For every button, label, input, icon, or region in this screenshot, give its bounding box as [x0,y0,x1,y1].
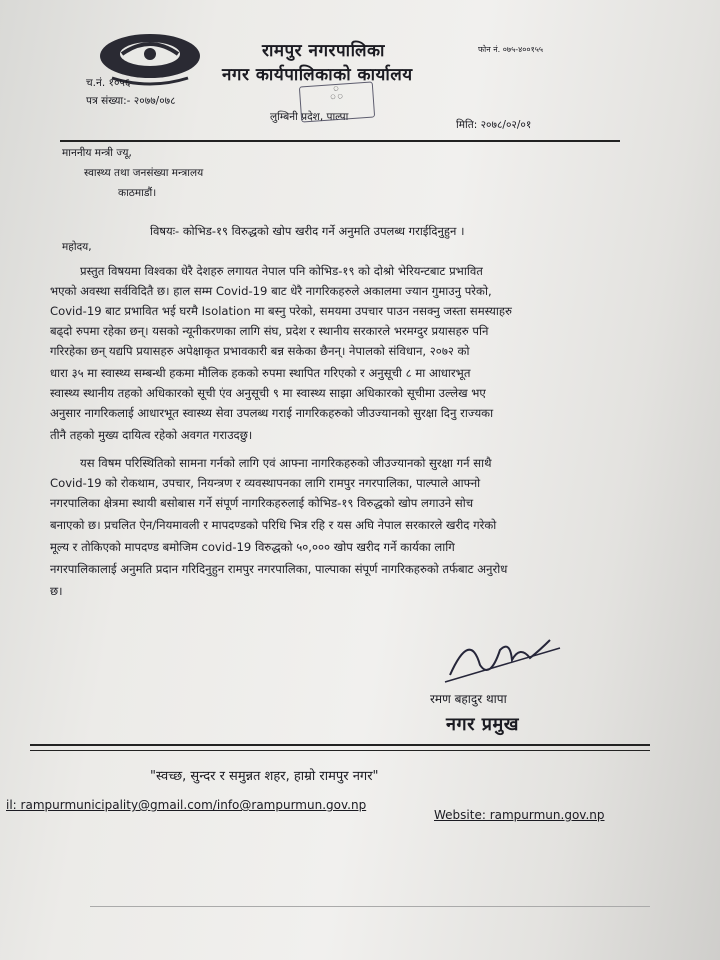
letter-reference-number: पत्र संख्या:- २०७७/०७८ [86,95,176,107]
paragraph-line: Covid-19 बाट प्रभावित भई घरमै Isolation मा बस्नु परेको, समयमा उपचार पाउन नसक्नु जस्ता समस्याहरु [50,304,512,318]
paragraph-line: मूल्य र तोकिएको मापदण्ड बमोजिम covid-19 विरुद्धको ५०,००० खोप खरीद गर्ने कार्यका लागि [50,540,455,554]
paragraph-line: गरिरहेका छन् यद्यपि प्रयासहरु अपेक्षाकृत प्रभावकारी बन्न सकेका छैनन्। नेपालको संविधान, २०७२ को [50,344,470,358]
office-stamp: ○ ○ ○ [299,81,375,122]
paragraph-line: बनाएको छ। प्रचलित ऐन/नियमावली र मापदण्डको परिधि भित्र रहि र यस अघि नेपाल सरकारले खरीद गरेको [50,518,497,532]
page-bottom-line [90,906,650,907]
paragraph-line: धारा ३५ मा स्वास्थ्य सम्बन्धी हकमा मौलिक हकको रुपमा स्थापित गरिएको र अनुसूची ८ मा आधारभूत [50,366,471,380]
footer-website: Website: rampurmun.gov.np [434,808,605,822]
office-name: नगर कार्यपालिकाको कार्यालय [222,65,413,85]
paragraph-line: यस विषम परिस्थितिको सामना गर्नको लागि एवं आफ्ना नागरिकहरुको जीउज्यानको सुरक्षा गर्न साथै [80,456,492,470]
paragraph-line: Covid-19 को रोकथाम, उपचार, नियन्त्रण र व्यवस्थापनका लागि रामपुर नगरपालिका, पाल्पाले आफ्नो [50,476,481,490]
letter-date: मिति: २०७८/०२/०१ [456,119,532,131]
paragraph-line: अनुसार नागरिकलाई आधारभूत स्वास्थ्य सेवा उपलब्ध गराई नागरिकहरुको जीउज्यानको सुरक्षा दिनु राज्यका [50,406,494,420]
paragraph-line: भएको अवस्था सर्वविदितै छ। हाल सम्म Covid-19 बाट धेरै नागरिकहरुले अकालमा ज्यान गुमाउनु परेको, [50,284,492,298]
footer-slogan: "स्वच्छ, सुन्दर र समुन्नत शहर, हाम्रो रामपुर नगर" [150,769,379,784]
signatory-title: नगर प्रमुख [446,714,519,735]
paragraph-line: छ। [50,584,63,598]
chalani-number: च.नं. १०५६ [86,77,131,89]
recipient-salutation: माननीय मन्त्री ज्यू, [62,147,132,159]
footer-divider-bottom [30,750,650,751]
recipient-city: काठमाडौं। [118,187,157,199]
paragraph-line: बढ्दो रुपमा रहेका छन्। यसको न्यूनीकरणका लागि संघ, प्रदेश र स्थानीय सरकारले भरमग्दुर प्रयासहरु पनि [50,324,489,338]
paragraph-line: नगरपालिकालाई अनुमति प्रदान गरिदिनुहुन रामपुर नगरपालिका, पाल्पाका संपूर्ण नागरिकहरुको तर्फबाट अनुरोध [50,562,508,576]
greeting: महोदय, [62,241,92,253]
recipient-ministry: स्वास्थ्य तथा जनसंख्या मन्त्रालय [84,167,204,179]
footer-email: il: rampurmunicipality@gmail.com/info@rampurmun.gov.np [6,798,367,812]
letter-subject: विषयः- कोभिड-१९ विरुद्धको खोप खरीद गर्ने अनुमति उपलब्ध गराईदिनुहुन । [150,224,465,238]
paragraph-line: प्रस्तुत विषयमा विश्वका धेरै देशहरु लगायत नेपाल पनि कोभिड-१९ को दोश्रो भेरियन्टबाट प्रभावित [80,264,483,278]
phone-number: फोन नं. ०७५-४००१५५ [478,45,544,54]
footer-divider-top [30,744,650,746]
handwritten-signature [440,620,570,690]
paragraph-line: तीनै तहको मुख्य दायित्व रहेको अवगत गराउदछु। [50,428,253,442]
paragraph-line: नगरपालिका क्षेत्रमा स्थायी बसोबास गर्ने संपूर्ण नागरिकहरुलाई कोभिड-१९ विरुद्धको खोप लगाउने सोच [50,496,474,510]
header-divider [60,140,620,142]
org-name: रामपुर नगरपालिका [262,41,385,61]
paragraph-line: स्वास्थ्य स्थानीय तहको अधिकारको सूची एंव अनुसूची ९ मा स्वास्थ्य साझा अधिकारको सूचीमा उल्लेख भए [50,386,486,400]
location: लुम्बिनी प्रदेश, पाल्पा [270,111,349,123]
signatory-name: रमण बहादुर थापा [430,692,507,706]
